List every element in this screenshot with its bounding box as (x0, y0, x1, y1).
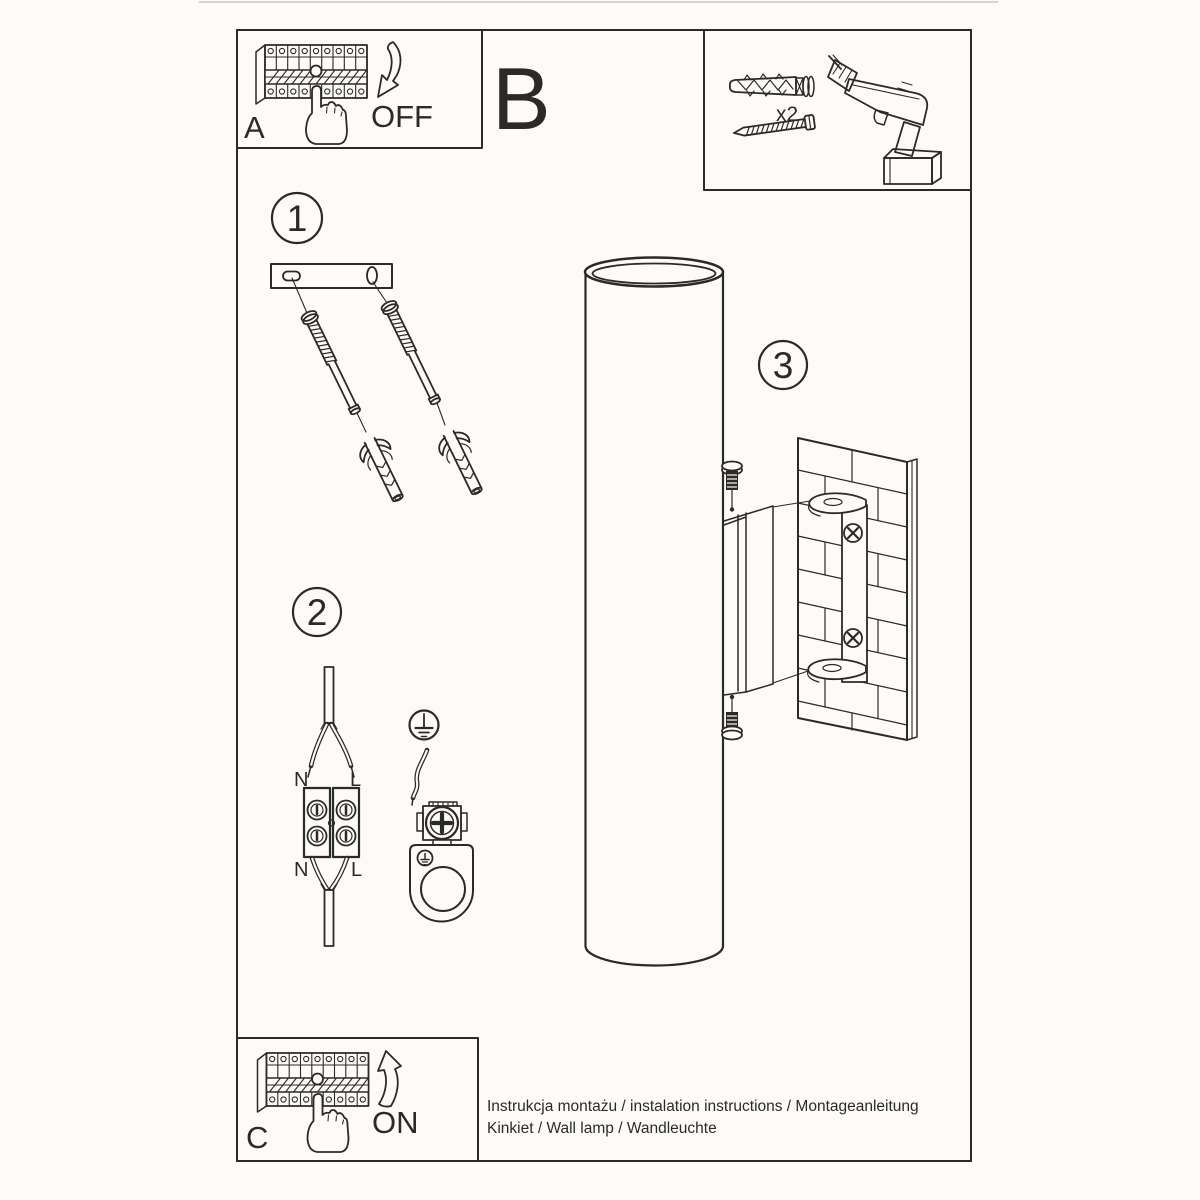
wall-anchor (355, 433, 413, 507)
wall-plug-icon (730, 74, 814, 97)
ground-wire (412, 750, 427, 805)
bracket-screw (844, 524, 862, 542)
lamp-tube (585, 258, 723, 966)
bracket-screw (844, 629, 862, 647)
quantity-label: x2 (776, 103, 799, 126)
step-2 (293, 588, 473, 946)
arrow-down-icon (378, 42, 400, 97)
panel-c-label: C (246, 1120, 269, 1155)
off-label: OFF (371, 99, 433, 134)
step-2-number: 2 (306, 592, 328, 633)
step-1-number: 1 (286, 198, 308, 239)
mains-cable-bottom (312, 858, 347, 946)
panel-b (704, 30, 971, 190)
footer-line-1: Instrukcja montażu / instalation instructions / Montageanleitung (487, 1098, 919, 1115)
on-label: ON (372, 1105, 419, 1140)
arrow-up-icon (378, 1051, 401, 1107)
circuit-breaker-icon (256, 45, 367, 144)
step-3-number: 3 (772, 345, 794, 386)
step-1 (271, 193, 492, 507)
panel-c (237, 1038, 478, 1161)
ground-clamp (417, 802, 467, 846)
ground-bracket (410, 845, 473, 922)
live-label-top: L (350, 769, 362, 791)
terminal-block (304, 788, 359, 857)
footer-line-2: Kinkiet / Wall lamp / Wandleuchte (487, 1120, 717, 1137)
wall-anchor (434, 426, 492, 500)
step-3 (585, 258, 917, 966)
mounting-screw (300, 309, 364, 417)
neutral-label-top: N (294, 769, 309, 791)
circuit-breaker-icon (258, 1053, 369, 1152)
set-screw-top (722, 462, 742, 512)
alignment-lines (292, 278, 445, 432)
ground-symbol-icon (410, 711, 439, 740)
neutral-label-bottom: N (294, 859, 309, 881)
panel-a-label: A (244, 110, 265, 145)
footer (487, 1098, 919, 1137)
mounting-plate (271, 264, 392, 288)
section-b-label: B (492, 49, 551, 148)
drill-icon (828, 55, 941, 184)
mounting-screw (380, 299, 444, 407)
screw-icon (733, 115, 815, 140)
panel-a (237, 30, 482, 148)
set-screw-bottom (722, 695, 742, 740)
mains-cable (308, 667, 354, 777)
live-label-bottom: L (351, 859, 363, 881)
